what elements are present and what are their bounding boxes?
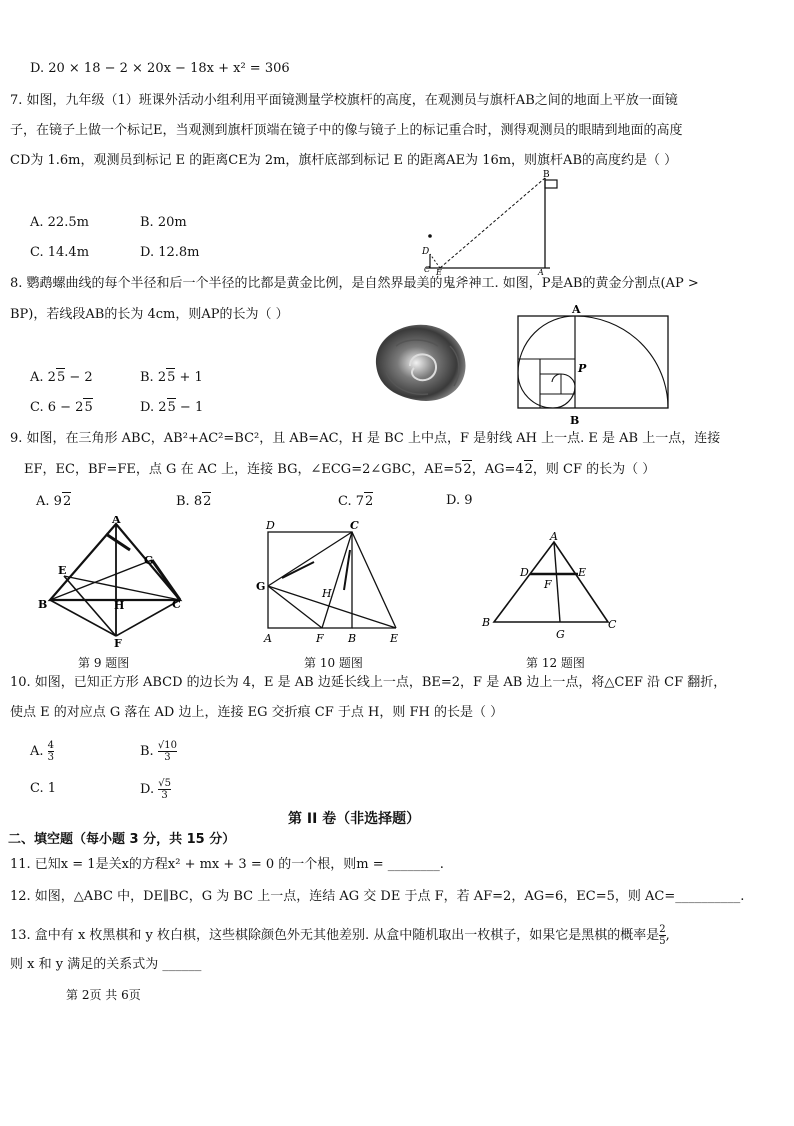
q8-line-1: 8. 鹦鹉螺曲线的每个半径和后一个半径的比都是黄金比例，是自然界最美的鬼斧神工. 如图，P是AB的黄金分割点(AP > <box>10 276 699 291</box>
q12-fig-label-c: C <box>608 618 617 631</box>
q9-option-b: B. 82 <box>176 494 212 509</box>
q8-fig-label-a: A <box>572 303 581 316</box>
q12-text: 12. 如图，△ABC 中，DE∥BC，G 为 BC 上一点，连结 AG 交 DE 于点 F，若 AF=2，AG=6，EC=5，则 AC=__________. <box>10 889 745 904</box>
q9-option-a: A. 92 <box>36 494 72 509</box>
q10-fig-label-d: D <box>266 520 275 532</box>
q13-line-1: 13. 盒中有 x 枚黑棋和 y 枚白棋，这些棋除颜色外无其他差别. 从盒中随机取出一枚棋子，如果它是黑棋的概率是 $\frac{2}{5}$ , <box>10 924 670 947</box>
q8-option-d: D. 25 − 1 <box>140 400 204 415</box>
q9-fig-label-g: G <box>144 554 154 567</box>
q8-option-a: A. 25 − 2 <box>30 370 93 385</box>
q8-option-c: C. 6 − 25 <box>30 400 93 415</box>
q9-fig-label-c: C <box>172 598 181 611</box>
q10-fig-label-a: A <box>264 632 272 645</box>
q9-figure <box>34 516 194 650</box>
q9-fig-label-f: F <box>114 637 122 650</box>
q10-fig-label-e: E <box>390 632 399 645</box>
section-2-title: 第 II 卷（非选择题） <box>288 811 421 827</box>
q7-fig-label-b: B <box>543 170 550 180</box>
q7-option-d: D. 12.8m <box>140 245 200 260</box>
nautilus-shell-image <box>366 316 472 406</box>
q6-option-d: D. 20 × 18 − 2 × 20x − 18x + x² = 306 <box>30 61 290 76</box>
q10-figure-caption: 第 10 题图 <box>304 656 363 670</box>
q7-line-1: 7. 如图，九年级（1）班课外活动小组利用平面镜测量学校旗杆的高度，在观测员与旗杆AB之间的地面上平放一面镜 <box>10 93 678 108</box>
q10-option-b: B. $\frac{√10}{3}$ <box>140 740 177 763</box>
q12-figure <box>480 530 624 646</box>
q12-fig-label-g: G <box>556 628 565 641</box>
q7-fig-label-d: D <box>422 247 430 257</box>
q12-fig-label-a: A <box>550 530 558 543</box>
q11-text: 11. 已知x = 1是关x的方程x² + mx + 3 = 0 的一个根，则m = ________. <box>10 857 444 872</box>
q9-option-c: C. 72 <box>338 494 374 509</box>
q9-figure-caption: 第 9 题图 <box>78 656 130 670</box>
q9-line-2: EF，EC，BF=FE，点 G 在 AC 上，连接 BG，∠ECG=2∠GBC，AE=52，AG=42，则 CF 的长为（ ） <box>24 462 656 477</box>
q13-line-2: 则 x 和 y 满足的关系式为 ______ <box>10 957 202 972</box>
q7-option-c: C. 14.4m <box>30 245 90 260</box>
q9-fig-label-a: A <box>112 516 121 526</box>
q7-line-2: 子，在镜子上做一个标记E，当观测到旗杆顶端在镜子中的像与镜子上的标记重合时，测得观测员的眼睛到地面的高度 <box>10 123 683 138</box>
q9-line-1: 9. 如图，在三角形 ABC，AB²+AC²=BC²，且 AB=AC，H 是 BC 上中点，F 是射线 AH 上一点. E 是 AB 上一点，连接 <box>10 431 721 446</box>
q10-figure <box>254 520 408 648</box>
q7-option-b: B. 20m <box>140 215 187 230</box>
q9-fig-label-b: B <box>38 598 48 611</box>
q10-fig-label-f: F <box>316 632 324 645</box>
q10-fig-label-c: C <box>350 520 359 532</box>
q10-line-2: 使点 E 的对应点 G 落在 AD 边上，连接 EG 交折痕 CF 于点 H，则 FH 的长是（ ） <box>10 705 504 720</box>
q10-line-1: 10. 如图，已知正方形 ABCD 的边长为 4，E 是 AB 边延长线上一点，BE=2，F 是 AB 边上一点，将△CEF 沿 CF 翻折， <box>10 675 727 690</box>
q9-option-d: D. 9 <box>446 493 473 508</box>
page-footer: 第 2页 共 6页 <box>66 988 141 1002</box>
q12-fig-label-d: D <box>520 566 529 579</box>
q10-fig-label-h: H <box>322 587 332 600</box>
q10-option-a: A. $\frac{4}{3}$ <box>30 740 55 763</box>
fill-in-heading: 二、填空题（每小题 3 分，共 15 分） <box>8 832 236 847</box>
q12-fig-label-f: F <box>544 578 552 591</box>
q7-option-a: A. 22.5m <box>30 215 89 230</box>
q8-option-b: B. 25 + 1 <box>140 370 203 385</box>
q12-fig-label-b: B <box>482 616 491 629</box>
q8-figure <box>514 302 672 426</box>
q10-fig-label-b: B <box>348 632 357 645</box>
q12-fig-label-e: E <box>578 566 587 579</box>
q10-fig-label-g: G <box>256 580 266 593</box>
q8-fig-label-b: B <box>570 414 580 426</box>
q10-option-c: C. 1 <box>30 781 57 796</box>
q9-fig-label-h: H <box>114 599 125 612</box>
q7-figure <box>418 168 578 276</box>
q10-option-d: D. $\frac{√5}{3}$ <box>140 778 171 801</box>
q12-figure-caption: 第 12 题图 <box>526 656 585 670</box>
q8-line-2: BP)，若线段AB的长为 4cm，则AP的长为（ ） <box>10 307 289 322</box>
q8-fig-label-p: P <box>578 362 587 375</box>
q7-fig-label-a: A <box>538 268 544 276</box>
q9-fig-label-e: E <box>58 564 67 577</box>
q7-line-3: CD为 1.6m，观测员到标记 E 的距离CE为 2m，旗杆底部到标记 E 的距离AE为 16m，则旗杆AB的高度约是（ ） <box>10 153 678 168</box>
q7-fig-label-c: C <box>424 265 431 274</box>
q7-fig-label-e: E <box>436 268 442 276</box>
